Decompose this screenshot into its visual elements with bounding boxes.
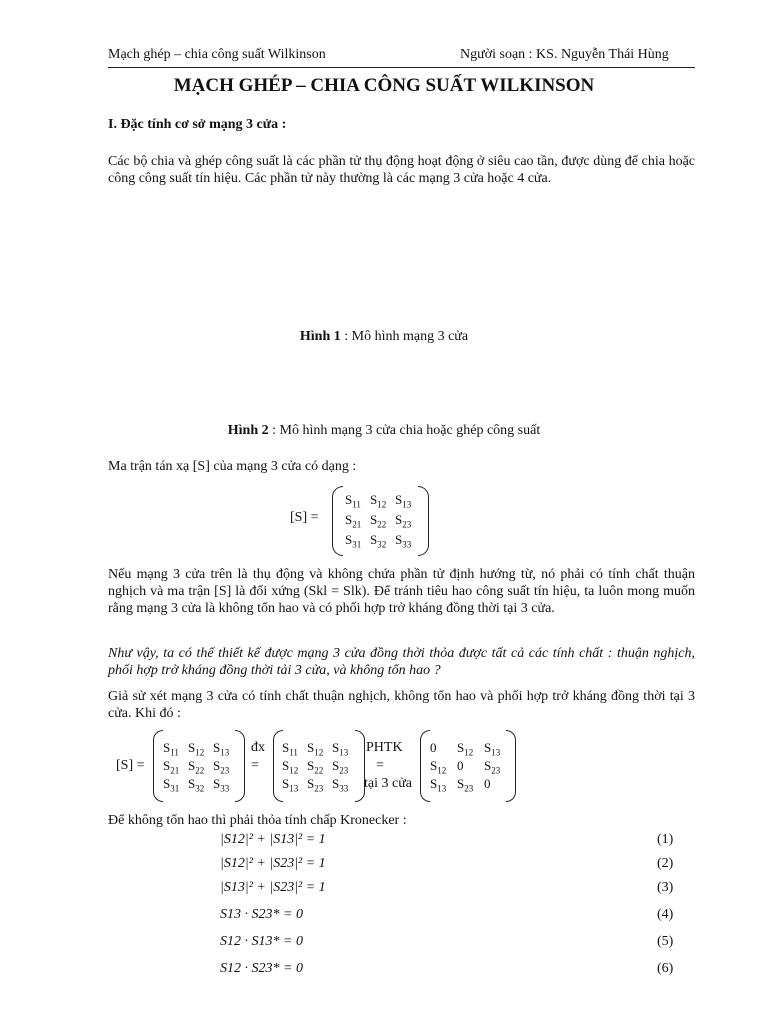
- equation-4: S13 · S23* = 0: [220, 907, 303, 922]
- matrix-1-cell: $S_{23}$: [213, 758, 230, 776]
- matrix-2-cell: $S_{33}$: [332, 776, 349, 794]
- scattering-matrix-cell: $S_{23}$: [395, 512, 412, 530]
- scattering-matrix-cell: $S_{12}$: [370, 492, 387, 510]
- right-paren: [418, 486, 429, 556]
- matrix-1-cell: $S_{32}$: [188, 776, 205, 794]
- equals-1: =: [251, 758, 259, 773]
- matrix-3-cell: $S_{13}$: [430, 776, 447, 794]
- matrix-derivation: [108, 730, 528, 802]
- equation-number: (5): [657, 934, 674, 949]
- figure-1-caption: [0, 329, 768, 345]
- matrix-2-cell: $S_{13}$: [282, 776, 299, 794]
- matrix-2-cell: $S_{23}$: [332, 758, 349, 776]
- equals-2: =: [376, 758, 384, 773]
- matrix-3-cell: $S_{23}$: [484, 758, 501, 776]
- scattering-matrix-cell: $S_{32}$: [370, 532, 387, 550]
- matrix-2-right-paren: [355, 730, 365, 802]
- design-question: Như vậy, ta có thể thiết kế được mạng 3 cửa đồng thời thỏa được tất cả các tính chất : thuận nghịch, phối hợp trở kháng đồng thời tải 3 cửa, và không tổn hao ?: [108, 646, 695, 678]
- matrix-1-left-paren: [153, 730, 163, 802]
- figure-1-label: Hình 1: [299, 329, 341, 344]
- scattering-matrix-cell: $S_{21}$: [345, 512, 362, 530]
- matrix-2-cell: $S_{13}$: [332, 740, 349, 758]
- matrix-3-cell: $S_{12}$: [457, 740, 474, 758]
- equation-2: |S12|² + |S23|² = 1: [220, 856, 326, 871]
- left-paren: [332, 486, 343, 556]
- matrix-3-left-paren: [420, 730, 430, 802]
- matrix-1-cell: $S_{33}$: [213, 776, 230, 794]
- header-rule: [108, 67, 695, 68]
- equation-number: (2): [657, 856, 674, 871]
- matrix-3-cell: $S_{23}$: [457, 776, 474, 794]
- scattering-matrix-cell: $S_{11}$: [345, 492, 361, 510]
- equation-1: |S12|² + |S13|² = 1: [220, 832, 326, 847]
- kronecker-intro: Để không tổn hao thì phải thỏa tính chấp Kronecker :: [108, 813, 407, 828]
- document-title: MẠCH GHÉP – CHIA CÔNG SUẤT WILKINSON: [173, 75, 595, 96]
- equation-number: (6): [657, 961, 674, 976]
- figure-2-text: : Mô hình mạng 3 cửa chia hoặc ghép công suất: [268, 423, 541, 438]
- equation-6: S12 · S23* = 0: [220, 961, 303, 976]
- scattering-matrix-cell: $S_{13}$: [395, 492, 412, 510]
- section-heading: I. Đặc tính cơ sở mạng 3 cửa :: [108, 117, 287, 132]
- matrix-3-cell: $S_{13}$: [484, 740, 501, 758]
- reciprocity-paragraph: Nếu mạng 3 cửa trên là thụ động và không chứa phần tử định hướng từ, nó phải có tính chất thuận nghịch và ma trận [S] là đối xứng (Skl = Slk). Để tránh tiêu hao công suất tín hiệu, ta luôn mong muốn rằng mạng 3 cửa là không tổn hao và có phối hợp trở kháng đồng thời tại 3 cửa.: [108, 567, 695, 616]
- matrix-3-cell: 0: [457, 758, 464, 773]
- scatter-matrix-intro: Ma trận tán xạ [S] của mạng 3 cửa có dạng :: [108, 459, 357, 474]
- matrix-1-cell: $S_{12}$: [188, 740, 205, 758]
- scattering-matrix-cell: $S_{33}$: [395, 532, 412, 550]
- intro-paragraph: Các bộ chia và ghép công suất là các phần tử thụ động hoạt động ở siêu cao tần, được dùng để chia hoặc công công suất tín hiệu. Các phần tử này thường là các mạng 3 cửa hoặc 4 cửa.: [108, 154, 695, 186]
- matrix-2-cell: $S_{12}$: [282, 758, 299, 776]
- matrix-1-cell: $S_{11}$: [163, 740, 179, 758]
- equation-number: (3): [657, 880, 674, 895]
- symmetry-op: đx: [251, 740, 265, 755]
- matrix-1-cell: $S_{21}$: [163, 758, 180, 776]
- scattering-matrix-cell: $S_{22}$: [370, 512, 387, 530]
- matrix-2-cell: $S_{22}$: [307, 758, 324, 776]
- assumption-paragraph: Giả sử xét mạng 3 cửa có tính chất thuận nghịch, không tổn hao và phối hợp trở kháng đồng thời tại 3 cửa. Khi đó :: [108, 689, 695, 721]
- matching-op: PHTK: [366, 740, 403, 755]
- running-header-right: Người soạn : KS. Nguyễn Thái Hùng: [460, 47, 669, 62]
- matrix-1-cell: $S_{13}$: [213, 740, 230, 758]
- equation-number: (1): [657, 832, 674, 847]
- figure-2-caption: [0, 423, 768, 439]
- matrix-1-cell: $S_{22}$: [188, 758, 205, 776]
- matrix-3-cell: 0: [484, 776, 491, 791]
- matrix-2-cell: $S_{11}$: [282, 740, 298, 758]
- figure-1-text: : Mô hình mạng 3 cửa: [340, 329, 469, 344]
- equation-3: |S13|² + |S23|² = 1: [220, 880, 326, 895]
- matrix-3-cell: 0: [430, 740, 437, 755]
- matrix-label: [S] =: [290, 510, 319, 525]
- matrix-3-cell: $S_{12}$: [430, 758, 447, 776]
- running-header-left: Mạch ghép – chia công suất Wilkinson: [108, 47, 326, 62]
- matrix-2-cell: $S_{12}$: [307, 740, 324, 758]
- matrix-2-cell: $S_{23}$: [307, 776, 324, 794]
- matrix-1-cell: $S_{31}$: [163, 776, 180, 794]
- matching-op-note: tại 3 cửa: [364, 776, 413, 791]
- scattering-matrix: [290, 486, 440, 556]
- equation-number: (4): [657, 907, 674, 922]
- figure-2-label: Hình 2: [227, 423, 269, 438]
- equation-5: S12 · S13* = 0: [220, 934, 303, 949]
- matrix-1-right-paren: [235, 730, 245, 802]
- derivation-label: [S] =: [116, 758, 145, 773]
- scattering-matrix-cell: $S_{31}$: [345, 532, 362, 550]
- matrix-3-right-paren: [506, 730, 516, 802]
